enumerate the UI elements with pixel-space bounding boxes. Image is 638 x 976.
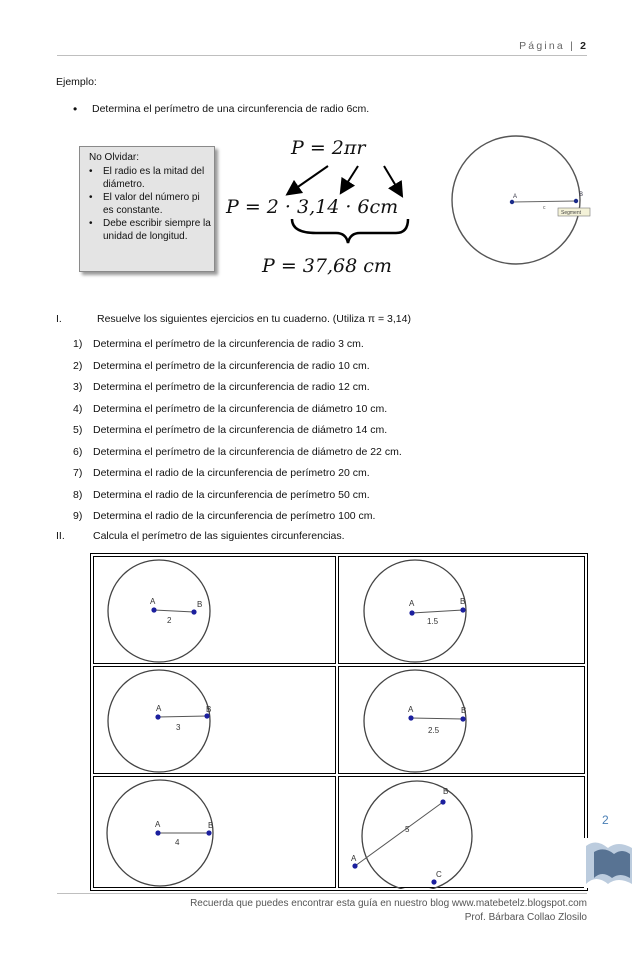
formula-substitution: P = 2 · 3,14 · 6cm [226,196,399,218]
svg-text:A: A [155,820,161,829]
svg-text:B: B [206,705,212,714]
formula-result: P = 37,68 cm [262,255,392,277]
svg-text:A: A [408,705,414,714]
section-1-numeral: I. [56,313,62,325]
footer-divider [57,893,587,894]
circle-cell [93,666,336,774]
svg-text:B: B [208,821,214,830]
note-title: No Olvidar: [89,152,140,163]
example-segment-tag: Segment [561,210,582,216]
circles-table [90,553,588,891]
corner-decoration [584,838,634,888]
formula-arrows [226,155,446,265]
note-item: • El radio es la mitad del diámetro. [88,166,212,191]
example-label: Ejemplo: [56,76,97,88]
svg-text:C: C [436,870,442,879]
arrow-right [384,166,399,191]
section-2-instruction: Calcula el perímetro de las siguientes circunferencias. [93,530,345,542]
svg-text:A: A [409,599,415,608]
svg-text:B: B [460,597,466,606]
exercise-item: 5) Determina el perímetro de la circunferencia de diámetro 14 cm. [73,424,388,436]
example-bullet: • Determina el perímetro de una circunferencia de radio 6cm. [92,103,369,115]
example-point-a: A [513,194,518,200]
exercise-item: 7) Determina el radio de la circunferencia de perímetro 20 cm. [73,467,370,479]
svg-text:B: B [443,787,449,796]
page-header [519,40,586,52]
circle-cell [338,776,585,888]
example-circle-figure [448,132,600,282]
svg-text:A: A [156,704,162,713]
section-1-instruction: Resuelve los siguientes ejercicios en tu cuaderno. (Utiliza π = 3,14) [97,313,411,325]
formula-brace [292,219,408,243]
side-page-number: 2 [602,813,609,827]
note-item: • El valor del número pi es constante. [88,192,212,217]
arrow-middle [344,166,358,188]
svg-text:A: A [150,597,156,606]
section-2-numeral: II. [56,530,65,542]
page-number: 2 [580,40,586,52]
circle-cell [338,556,585,664]
note-list [88,166,212,244]
exercise-item: 4) Determina el perímetro de la circunferencia de diámetro 10 cm. [73,403,388,415]
radius-value: 2.5 [428,726,440,735]
exercise-item: 8) Determina el radio de la circunferencia de perímetro 50 cm. [73,489,370,501]
circle-cell [338,666,585,774]
formula-perimeter: P = 2πr [291,137,366,159]
example-point-b: B [579,192,584,198]
radius-value: 2 [167,616,172,625]
arrow-left [292,166,328,191]
radius-value: 4 [175,838,180,847]
page-word: Página | [519,40,576,52]
exercise-item: 2) Determina el perímetro de la circunferencia de radio 10 cm. [73,360,370,372]
radius-value: 1.5 [427,617,439,626]
footer-author: Prof. Bárbara Collao Zlosilo [464,912,587,923]
exercise-item: 9) Determina el radio de la circunferencia de perímetro 100 cm. [73,510,376,522]
exercise-item: 6) Determina el perímetro de la circunferencia de diámetro de 22 cm. [73,446,402,458]
svg-text:B: B [197,600,203,609]
svg-text:A: A [351,854,357,863]
circle-cell [93,776,336,888]
header-divider [57,55,587,56]
example-point-c: c [543,205,546,211]
exercise-item: 1) Determina el perímetro de la circunferencia de radio 3 cm. [73,338,364,350]
reminder-note [79,146,215,272]
svg-text:B: B [461,706,467,715]
footer-blog-note: Recuerda que puedes encontrar esta guía en nuestro blog www.matebetelz.blogspot.com [190,898,587,909]
circle-cell [93,556,336,664]
note-item: • Debe escribir siempre la unidad de longitud. [88,218,212,243]
exercise-item: 3) Determina el perímetro de la circunferencia de radio 12 cm. [73,381,370,393]
diameter-value: 5 [405,825,410,834]
radius-value: 3 [176,723,181,732]
